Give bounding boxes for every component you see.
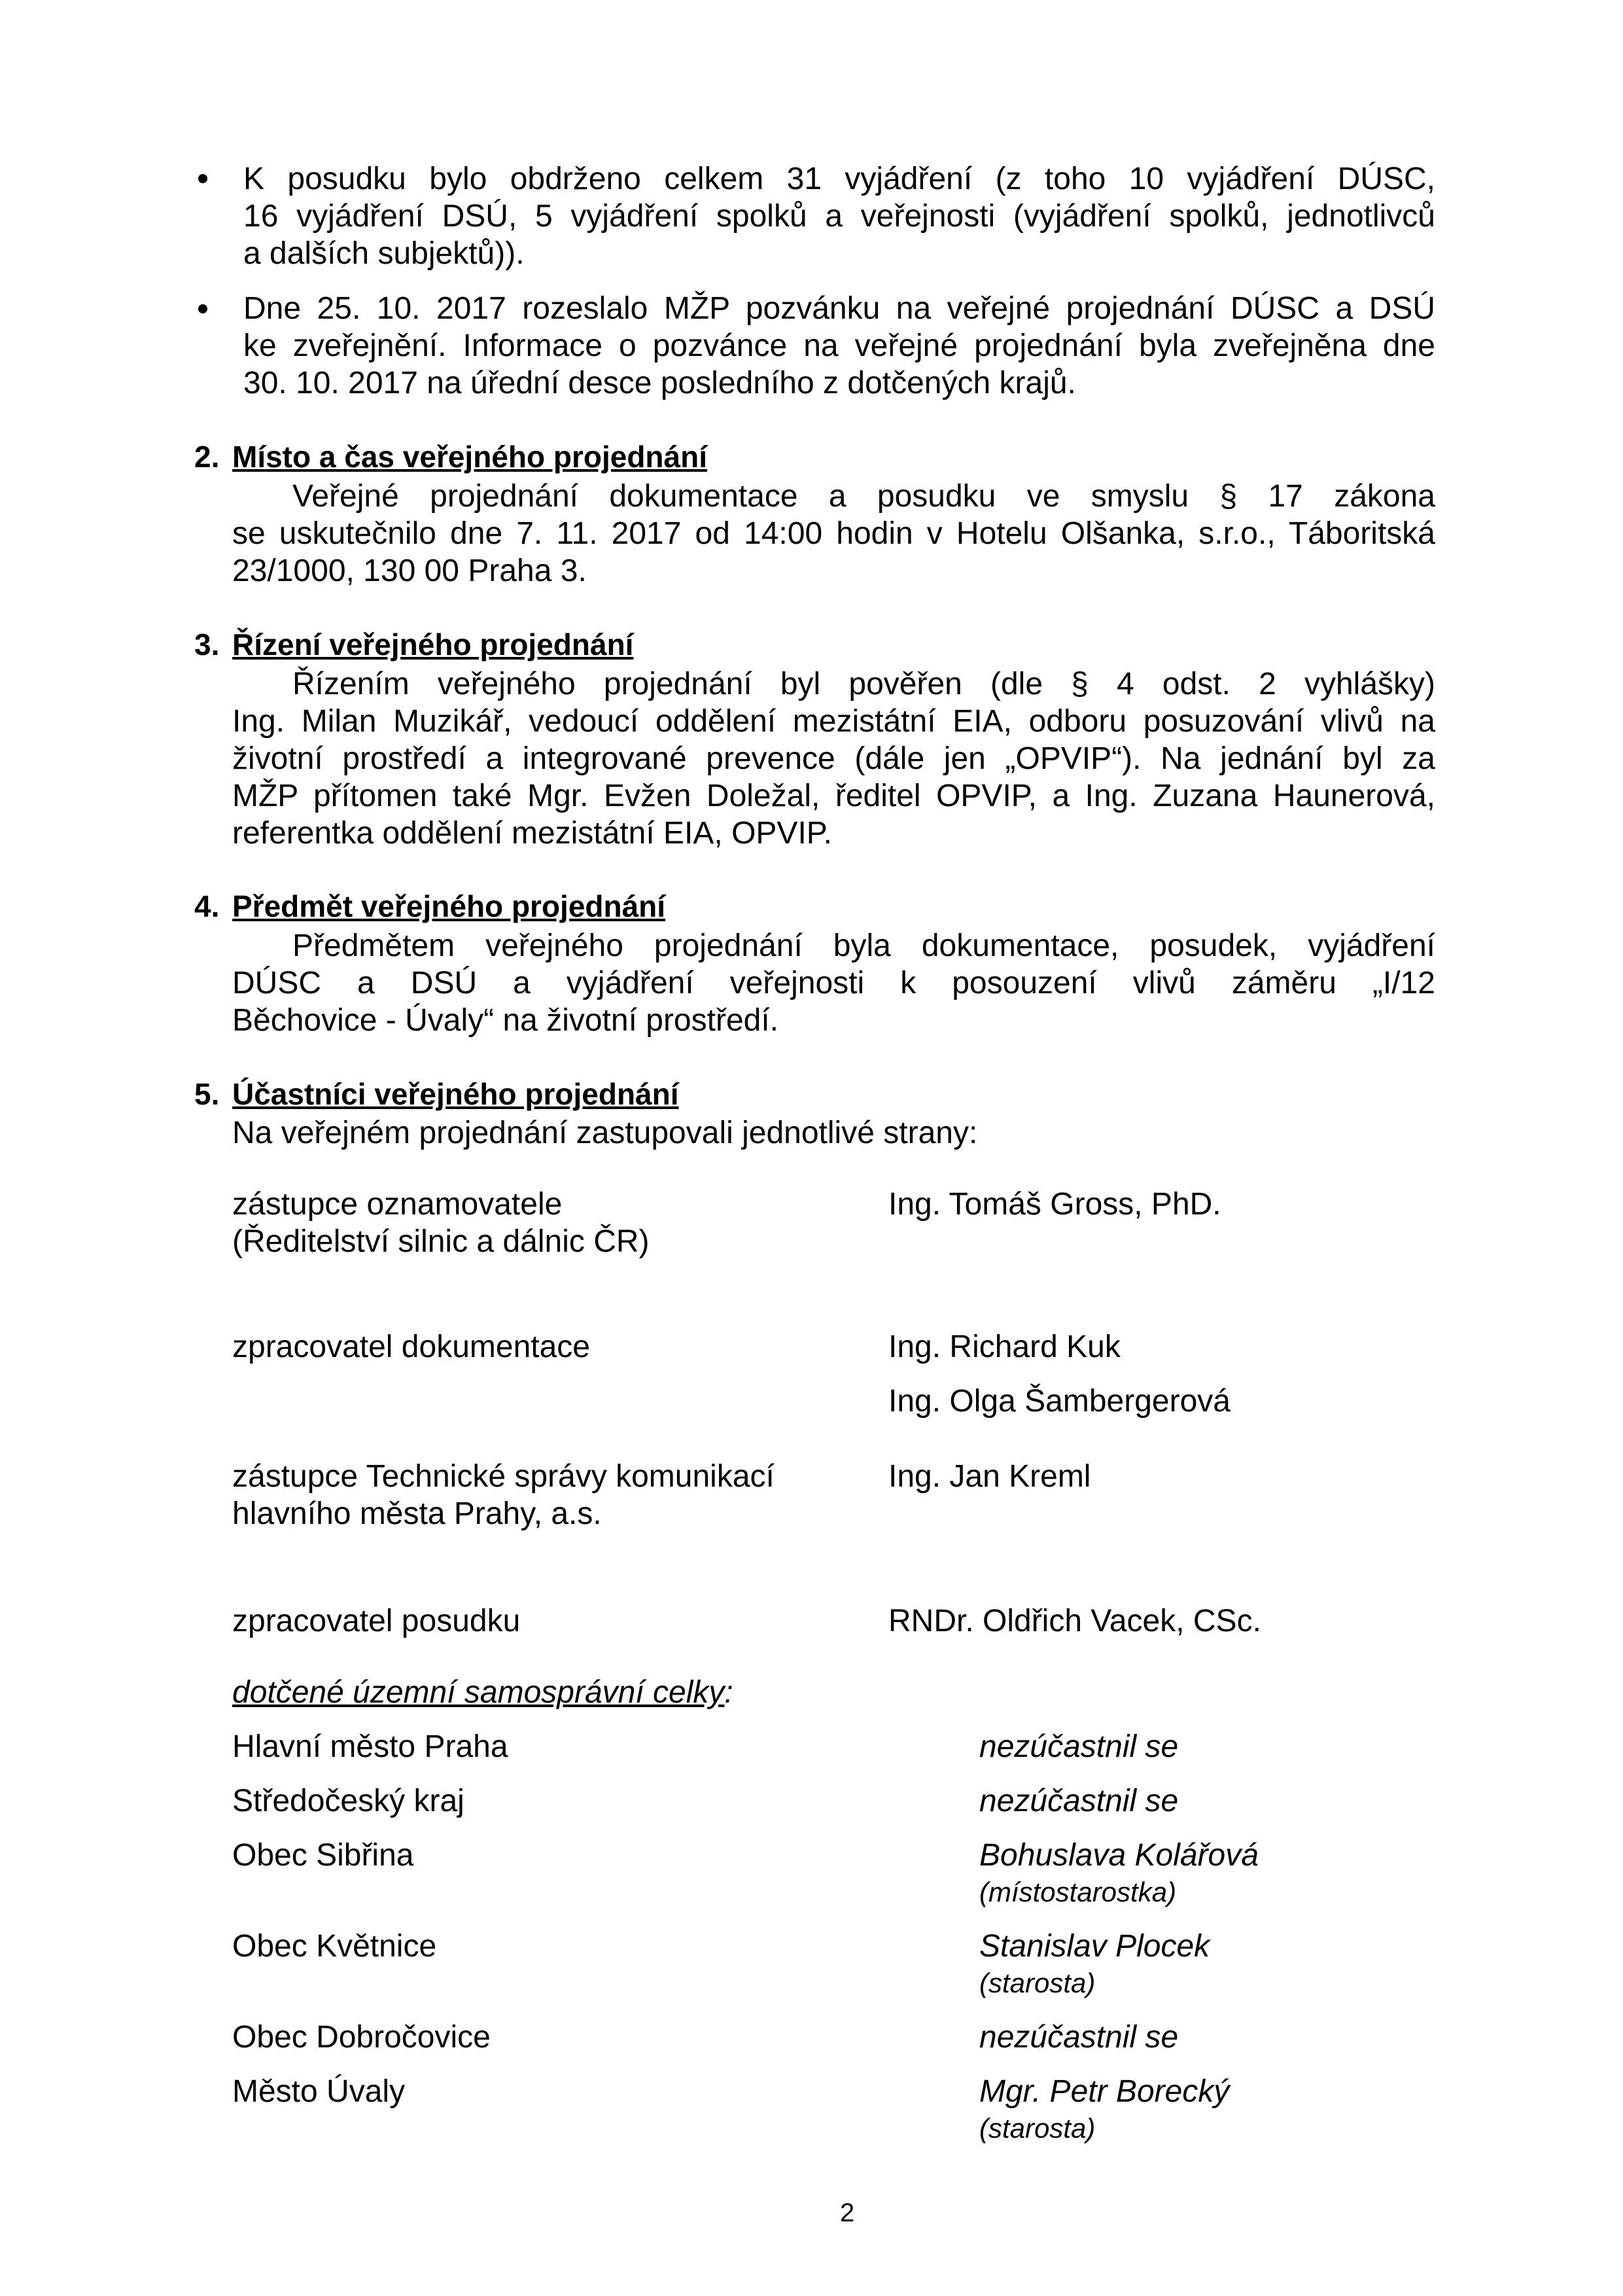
bullet-2-line-3: 30. 10. 2017 na úřední desce posledního z dotčených krajů. (243, 366, 1076, 400)
section-heading: Řízení veřejného projednání (232, 627, 634, 662)
participant-name: Ing. Richard Kuk (888, 1330, 1121, 1364)
participant-name: RNDr. Oldřich Vacek, CSc. (888, 1604, 1261, 1638)
section-3-line-3: životní prostředí a integrované prevence (dále jen „OPVIP“). Na jednání byl za (232, 741, 1435, 776)
territorial-unit: Obec Květnice (232, 1929, 437, 1964)
section-number: 5. (194, 1077, 220, 1111)
participant-role: zpracovatel posudku (232, 1604, 521, 1638)
bullet-1-line-1: K posudku bylo obdrženo celkem 31 vyjádření (z toho 10 vyjádření DÚSC, (243, 162, 1435, 196)
bullet-1-line-2: 16 vyjádření DSÚ, 5 vyjádření spolků a veřejnosti (vyjádření spolků, jednotlivců (243, 199, 1435, 234)
territorial-unit: Hlavní město Praha (232, 1729, 508, 1764)
section-number: 3. (194, 627, 220, 662)
territorial-unit: Obec Dobročovice (232, 2020, 491, 2055)
territorial-rep: Mgr. Petr Borecký (979, 2074, 1230, 2109)
territorial-note: (starosta) (979, 1968, 1096, 1998)
territorial-rep: Bohuslava Kolářová (979, 1838, 1259, 1873)
participant-role: zástupce Technické správy komunikací (232, 1459, 775, 1494)
participant-role: hlavního města Prahy, a.s. (232, 1496, 602, 1531)
participant-role: zástupce oznamovatele (232, 1187, 563, 1222)
section-2-line-1: Veřejné projednání dokumentace a posudku ve smyslu § 17 zákona (292, 479, 1435, 514)
participant-name: Ing. Jan Kreml (888, 1459, 1091, 1494)
bullet-dot (198, 304, 207, 313)
participant-name: Ing. Olga Šambergerová (888, 1384, 1230, 1419)
territorial-unit: Středočeský kraj (232, 1784, 464, 1818)
territorial-rep: nezúčastnil se (979, 2020, 1179, 2055)
territorial-heading-text: dotčené územní samosprávní celky (232, 1675, 725, 1710)
territorial-rep: nezúčastnil se (979, 1729, 1179, 1764)
section-3-line-1: Řízením veřejného projednání byl pověřen (dle § 4 odst. 2 vyhlášky) (292, 667, 1435, 701)
section-3-line-2: Ing. Milan Muzikář, vedoucí oddělení mezistátní EIA, odboru posuzování vlivů na (232, 704, 1435, 739)
section-2-line-3: 23/1000, 130 00 Praha 3. (232, 554, 587, 588)
section-heading: Předmět veřejného projednání (232, 889, 666, 923)
section-3-line-5: referentka oddělení mezistátní EIA, OPVIP. (232, 816, 832, 851)
bullet-2-line-2: ke zveřejnění. Informace o pozvánce na veřejné projednání byla zveřejněna dne (243, 328, 1435, 363)
participant-name: Ing. Tomáš Gross, PhD. (888, 1187, 1221, 1222)
section-heading: Místo a čas veřejného projednání (232, 440, 707, 474)
territorial-rep: nezúčastnil se (979, 1784, 1179, 1818)
section-3-line-4: MŽP přítomen také Mgr. Evžen Doležal, ředitel OPVIP, a Ing. Zuzana Haunerová, (232, 779, 1435, 813)
territorial-note: (starosta) (979, 2113, 1096, 2144)
territorial-rep: Stanislav Plocek (979, 1929, 1210, 1964)
territorial-unit: Město Úvaly (232, 2074, 406, 2109)
page-number: 2 (840, 2199, 855, 2227)
territorial-heading (232, 1674, 733, 1711)
section-number: 4. (194, 889, 220, 923)
bullet-dot (198, 174, 207, 183)
participant-role: zpracovatel dokumentace (232, 1330, 590, 1364)
territorial-heading-colon: : (724, 1675, 733, 1710)
section-5-intro: Na veřejném projednání zastupovali jednotlivé strany: (232, 1116, 978, 1150)
section-2-line-2: se uskutečnilo dne 7. 11. 2017 od 14:00 hodin v Hotelu Olšanka, s.r.o., Táboritská (232, 516, 1435, 551)
territorial-note: (místostarostka) (979, 1877, 1177, 1907)
section-4-line-3: Běchovice - Úvaly“ na životní prostředí. (232, 1003, 779, 1038)
territorial-unit: Obec Sibřina (232, 1838, 414, 1873)
participant-role: (Ředitelství silnic a dálnic ČR) (232, 1224, 650, 1259)
section-4-line-2: DÚSC a DSÚ a vyjádření veřejnosti k posouzení vlivů záměru „I/12 (232, 966, 1435, 1000)
section-number: 2. (194, 440, 220, 474)
bullet-2-line-1: Dne 25. 10. 2017 rozeslalo MŽP pozvánku na veřejné projednání DÚSC a DSÚ (243, 291, 1435, 326)
bullet-1-line-3: a dalších subjektů)). (243, 236, 525, 271)
section-4-line-1: Předmětem veřejného projednání byla dokumentace, posudek, vyjádření (292, 928, 1435, 963)
section-heading: Účastníci veřejného projednání (232, 1077, 679, 1111)
